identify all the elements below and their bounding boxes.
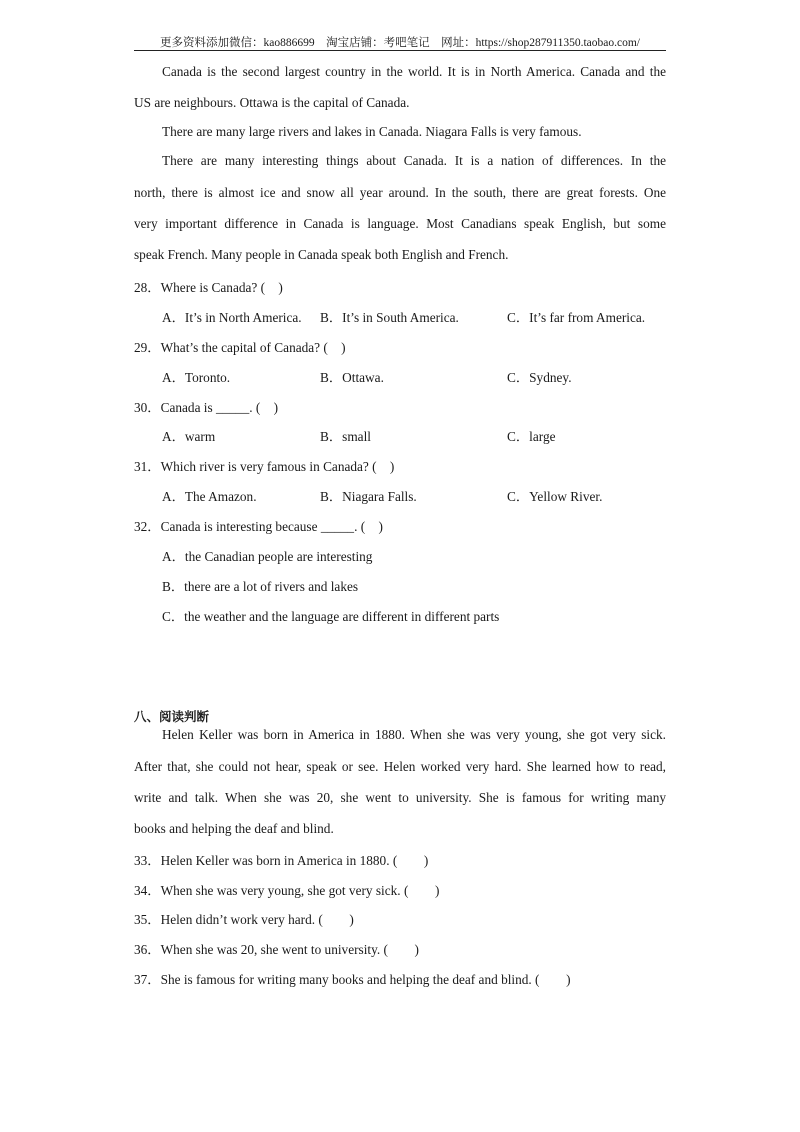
question-34: 34．When she was very young, she got very sick. ( )	[134, 883, 440, 898]
passage-line: books and helping the deaf and blind.	[134, 821, 334, 836]
passage-line: Canada is the second largest country in the world. It is in North America. Canada and the	[162, 64, 666, 79]
passage-line: US are neighbours. Ottawa is the capital of Canada.	[134, 95, 410, 110]
option-a: A．It’s in North America.	[162, 310, 302, 325]
question-29: 29．What’s the capital of Canada? ( )	[134, 340, 346, 355]
option-c: C．It’s far from America.	[507, 310, 646, 325]
passage-line: Helen Keller was born in America in 1880. When she was very young, she got very sick.	[162, 727, 666, 742]
question-31: 31．Which river is very famous in Canada? ( )	[134, 459, 395, 474]
option-b: B．It’s in South America.	[320, 310, 459, 325]
option-c: C．Yellow River.	[507, 489, 603, 504]
passage-line: north, there is almost ice and snow all year around. In the south, there are great forests. One	[134, 185, 666, 200]
question-30: 30．Canada is _____. ( )	[134, 400, 279, 415]
option-c: C．large	[507, 429, 556, 444]
option-a: A．The Amazon.	[162, 489, 257, 504]
question-37: 37．She is famous for writing many books and helping the deaf and blind. ( )	[134, 972, 571, 987]
question-36: 36．When she was 20, she went to university. ( )	[134, 942, 419, 957]
option-c: C．Sydney.	[507, 370, 572, 385]
option-b: B．Ottawa.	[320, 370, 384, 385]
passage-line: After that, she could not hear, speak or see. Helen worked very hard. She learned how to read,	[134, 759, 666, 774]
option-b: B．Niagara Falls.	[320, 489, 417, 504]
passage-line: write and talk. When she was 20, she went to university. She is famous for writing many	[134, 790, 666, 805]
passage-line: very important difference in Canada is language. Most Canadians speak English, but some	[134, 216, 666, 231]
option-b: B．there are a lot of rivers and lakes	[162, 579, 359, 594]
page-header: 更多资料添加微信：kao886699 淘宝店铺：考吧笔记 网址：https://shop287911350.taobao.com/	[160, 37, 640, 49]
question-28: 28．Where is Canada? ( )	[134, 280, 283, 295]
option-a: A．Toronto.	[162, 370, 231, 385]
passage-line: speak French. Many people in Canada speak both English and French.	[134, 247, 509, 262]
question-32: 32．Canada is interesting because _____. ( )	[134, 519, 383, 534]
option-c: C．the weather and the language are different in different parts	[162, 609, 500, 624]
option-a: A．the Canadian people are interesting	[162, 549, 373, 564]
section-title: 八、阅读判断	[134, 709, 210, 724]
header-divider	[134, 50, 666, 51]
question-35: 35．Helen didn’t work very hard. ( )	[134, 912, 354, 927]
question-33: 33．Helen Keller was born in America in 1880. ( )	[134, 853, 429, 868]
passage-line: There are many interesting things about Canada. It is a nation of differences. In the	[162, 153, 666, 168]
option-a: A．warm	[162, 429, 216, 444]
passage-line: There are many large rivers and lakes in Canada. Niagara Falls is very famous.	[162, 124, 582, 139]
option-b: B．small	[320, 429, 371, 444]
